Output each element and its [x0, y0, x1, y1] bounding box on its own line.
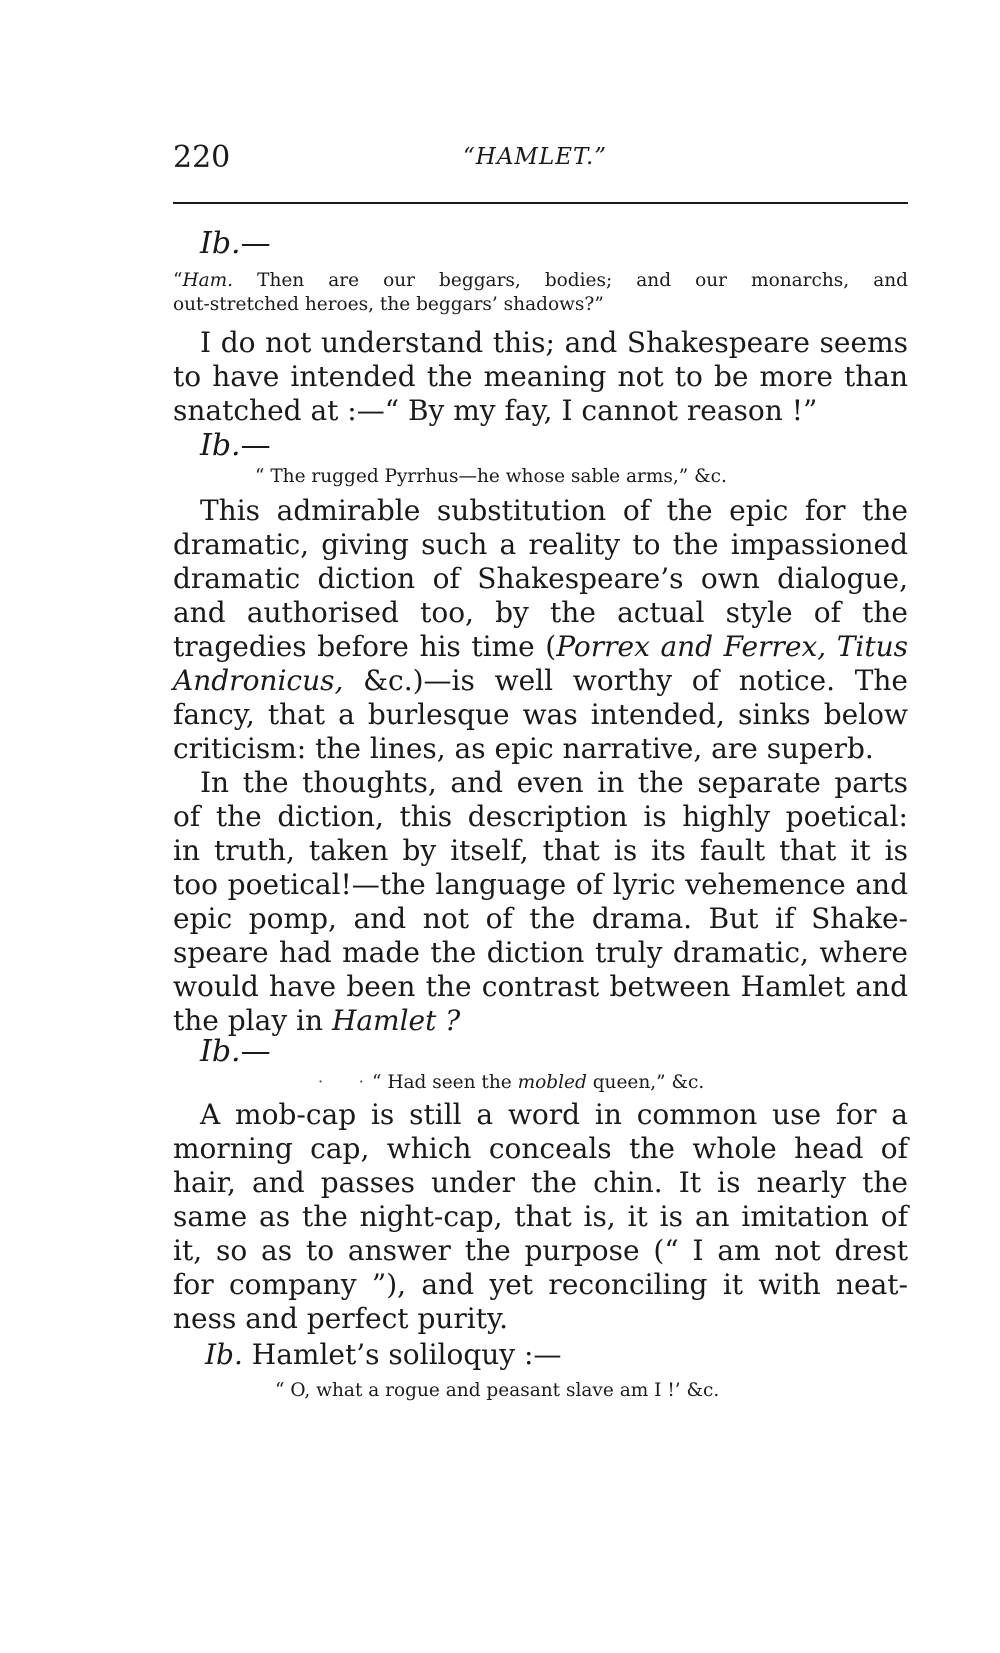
quote-line: “ O, what a rogue and peasant slave am I !’ &c. — [275, 1380, 720, 1401]
page-header — [173, 140, 908, 180]
quote-line: “ Had seen the mobled queen,” &c. — [372, 1072, 705, 1093]
ib-heading: Ib.— — [200, 1034, 271, 1069]
play-titles: Porrex and Ferrex, Titus — [556, 630, 909, 663]
play-title: Hamlet ? — [331, 1004, 461, 1037]
paragraph-line: to have intended the meaning not to be more than — [173, 360, 908, 393]
ib-heading: Ib.— — [200, 428, 271, 463]
quote-line: “Ham. Then are our beggars, bodies; and our monarchs, and — [173, 270, 908, 291]
ib-heading: Ib.— — [200, 226, 271, 261]
running-title: “HAMLET.” — [463, 144, 608, 170]
paragraph-line: too poetical!—the language of lyric vehemence and — [173, 868, 908, 901]
paragraph-line: I do not understand this; and Shakespeare seems — [200, 326, 908, 359]
quote-line: out-stretched heroes, the beggars’ shadows?” — [173, 294, 604, 315]
paragraph-line: snatched at :—“ By my fay, I cannot reason !” — [173, 394, 818, 427]
paragraph-line: it, so as to answer the purpose (“ I am not drest — [173, 1234, 908, 1267]
paragraph-line: and authorised too, by the actual style of the — [173, 596, 908, 629]
ellipsis-dots: · · — [318, 1072, 364, 1091]
paragraph-line: epic pomp, and not of the drama. But if Shake- — [173, 902, 908, 935]
paragraph-line: speare had made the diction truly dramatic, where — [173, 936, 908, 969]
paragraph-line: fancy, that a burlesque was intended, sinks below — [173, 698, 908, 731]
paragraph-line: of the diction, this description is highly poetical: — [173, 800, 908, 833]
paragraph-line: dramatic diction of Shakespeare’s own dialogue, — [173, 562, 908, 595]
page-number: 220 — [173, 140, 231, 175]
play-title: Andronicus, — [173, 664, 344, 697]
paragraph-line: Andronicus, &c.)—is well worthy of notice. The — [173, 664, 908, 697]
speaker-name: Ham. — [182, 270, 234, 291]
paragraph-line: criticism: the lines, as epic narrative, are superb. — [173, 732, 874, 765]
paragraph-line: in truth, taken by itself, that is its fault that it is — [173, 834, 908, 867]
paragraph-line: would have been the contrast between Hamlet and — [173, 970, 908, 1003]
paragraph-line: tragedies before his time (Porrex and Ferrex, Titus — [173, 630, 909, 663]
paragraph-line: the play in Hamlet ? — [173, 1004, 461, 1037]
paragraph-line: same as the night-cap, that is, it is an imitation of — [173, 1200, 908, 1233]
paragraph-line: for company ”), and yet reconciling it with neat- — [173, 1268, 908, 1301]
paragraph-line: In the thoughts, and even in the separate parts — [200, 766, 908, 799]
quote-line: “ The rugged Pyrrhus—he whose sable arms,” &c. — [255, 466, 727, 487]
header-rule — [173, 202, 908, 204]
paragraph-line: dramatic, giving such a reality to the impassioned — [173, 528, 908, 561]
ib-line: Ib. Hamlet’s soliloquy :— — [205, 1338, 562, 1371]
paragraph-line: morning cap, which conceals the whole head of — [173, 1132, 908, 1165]
paragraph-line: A mob-cap is still a word in common use for a — [200, 1098, 908, 1131]
paragraph-line: ness and perfect purity. — [173, 1302, 508, 1335]
paragraph-line: This admirable substitution of the epic for the — [200, 494, 908, 527]
paragraph-line: hair, and passes under the chin. It is nearly the — [173, 1166, 908, 1199]
